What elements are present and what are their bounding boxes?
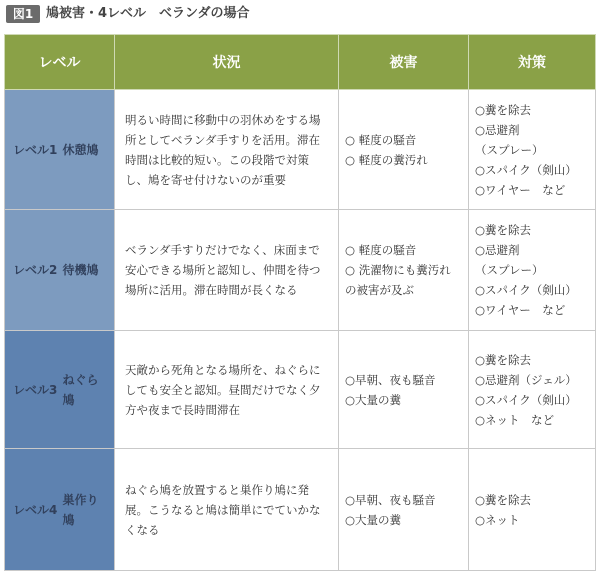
pigeon-damage-table bbox=[4, 34, 596, 571]
damage-item: ○早朝、夜も騒音 bbox=[345, 492, 436, 507]
damage-item: ○ 洗濯物にも糞汚れの被害が及ぶ bbox=[345, 263, 451, 297]
damage-item: ○大量の糞 bbox=[345, 512, 402, 527]
damage-item: ○ 軽度の騒音 bbox=[345, 243, 417, 257]
measures-cell bbox=[469, 449, 596, 571]
measure-item: ○忌避剤 bbox=[475, 122, 520, 137]
header-measures: 対策 bbox=[469, 35, 596, 90]
status-cell: 明るい時間に移動中の羽休めをする場所としてベランダ手すりを活用。滞在時間は比較的短い。この段階で対策し、鳩を寄せ付けないのが重要 bbox=[115, 90, 339, 210]
figure-badge: 図1 bbox=[6, 5, 40, 23]
damage-item: ○早朝、夜も騒音 bbox=[345, 372, 436, 387]
level-cell: レベル4 bbox=[5, 449, 59, 571]
measure-item: ○スパイク（剣山） bbox=[475, 283, 577, 297]
measure-item: ○糞を除去 bbox=[475, 223, 532, 237]
table-row bbox=[5, 449, 596, 571]
measure-item: ○ネット bbox=[475, 512, 520, 527]
level-name-cell: 待機鳩 bbox=[59, 210, 115, 331]
measure-item: ○ネット など bbox=[475, 412, 555, 427]
damage-cell bbox=[339, 90, 469, 210]
measure-item: ○スパイク（剣山） bbox=[475, 392, 577, 407]
status-cell: ベランダ手すりだけでなく、床面まで安心できる場所と認知し、仲間を待つ場所に活用。滞在時間が長くなる bbox=[115, 210, 339, 331]
damage-item: ○ 軽度の騒音 bbox=[345, 132, 417, 147]
table-row bbox=[5, 331, 596, 449]
figure-title: 鳩被害・4レベル ベランダの場合 bbox=[46, 6, 250, 21]
damage-item: ○大量の糞 bbox=[345, 392, 402, 407]
measures-cell bbox=[469, 331, 596, 449]
measure-item: ○忌避剤（ジェル） bbox=[475, 372, 577, 387]
status-cell: ねぐら鳩を放置すると巣作り鳩に発展。こうなると鳩は簡単にでていかなくなる bbox=[115, 449, 339, 571]
header-status: 状況 bbox=[115, 35, 339, 90]
measure-item: （スプレー） bbox=[475, 263, 544, 277]
measure-item: ○糞を除去 bbox=[475, 352, 532, 367]
damage-cell bbox=[339, 210, 469, 331]
measure-item: ○忌避剤 bbox=[475, 243, 520, 257]
table-row bbox=[5, 210, 596, 331]
table-row bbox=[5, 90, 596, 210]
level-name-cell: 休憩鳩 bbox=[59, 90, 115, 210]
header-damage: 被害 bbox=[339, 35, 469, 90]
measure-item: （スプレー） bbox=[475, 142, 544, 157]
measures-cell bbox=[469, 210, 596, 331]
damage-item: ○ 軽度の糞汚れ bbox=[345, 152, 428, 167]
measure-item: ○ワイヤー など bbox=[475, 303, 566, 317]
level-cell: レベル3 bbox=[5, 331, 59, 449]
level-cell: レベル1 bbox=[5, 90, 59, 210]
figure-caption bbox=[0, 0, 600, 28]
measure-item: ○糞を除去 bbox=[475, 102, 532, 117]
measure-item: ○スパイク（剣山） bbox=[475, 162, 577, 177]
table-header-row bbox=[5, 35, 596, 90]
level-name-cell: 巣作り鳩 bbox=[59, 449, 115, 571]
header-level: レベル bbox=[5, 35, 115, 90]
damage-cell bbox=[339, 449, 469, 571]
level-name-cell: ねぐら鳩 bbox=[59, 331, 115, 449]
measures-cell bbox=[469, 90, 596, 210]
measure-item: ○ワイヤー など bbox=[475, 182, 566, 197]
status-cell: 天敵から死角となる場所を、ねぐらにしても安全と認知。昼間だけでなく夕方や夜まで長時間滞在 bbox=[115, 331, 339, 449]
measure-item: ○糞を除去 bbox=[475, 492, 532, 507]
damage-cell bbox=[339, 331, 469, 449]
level-cell: レベル2 bbox=[5, 210, 59, 331]
